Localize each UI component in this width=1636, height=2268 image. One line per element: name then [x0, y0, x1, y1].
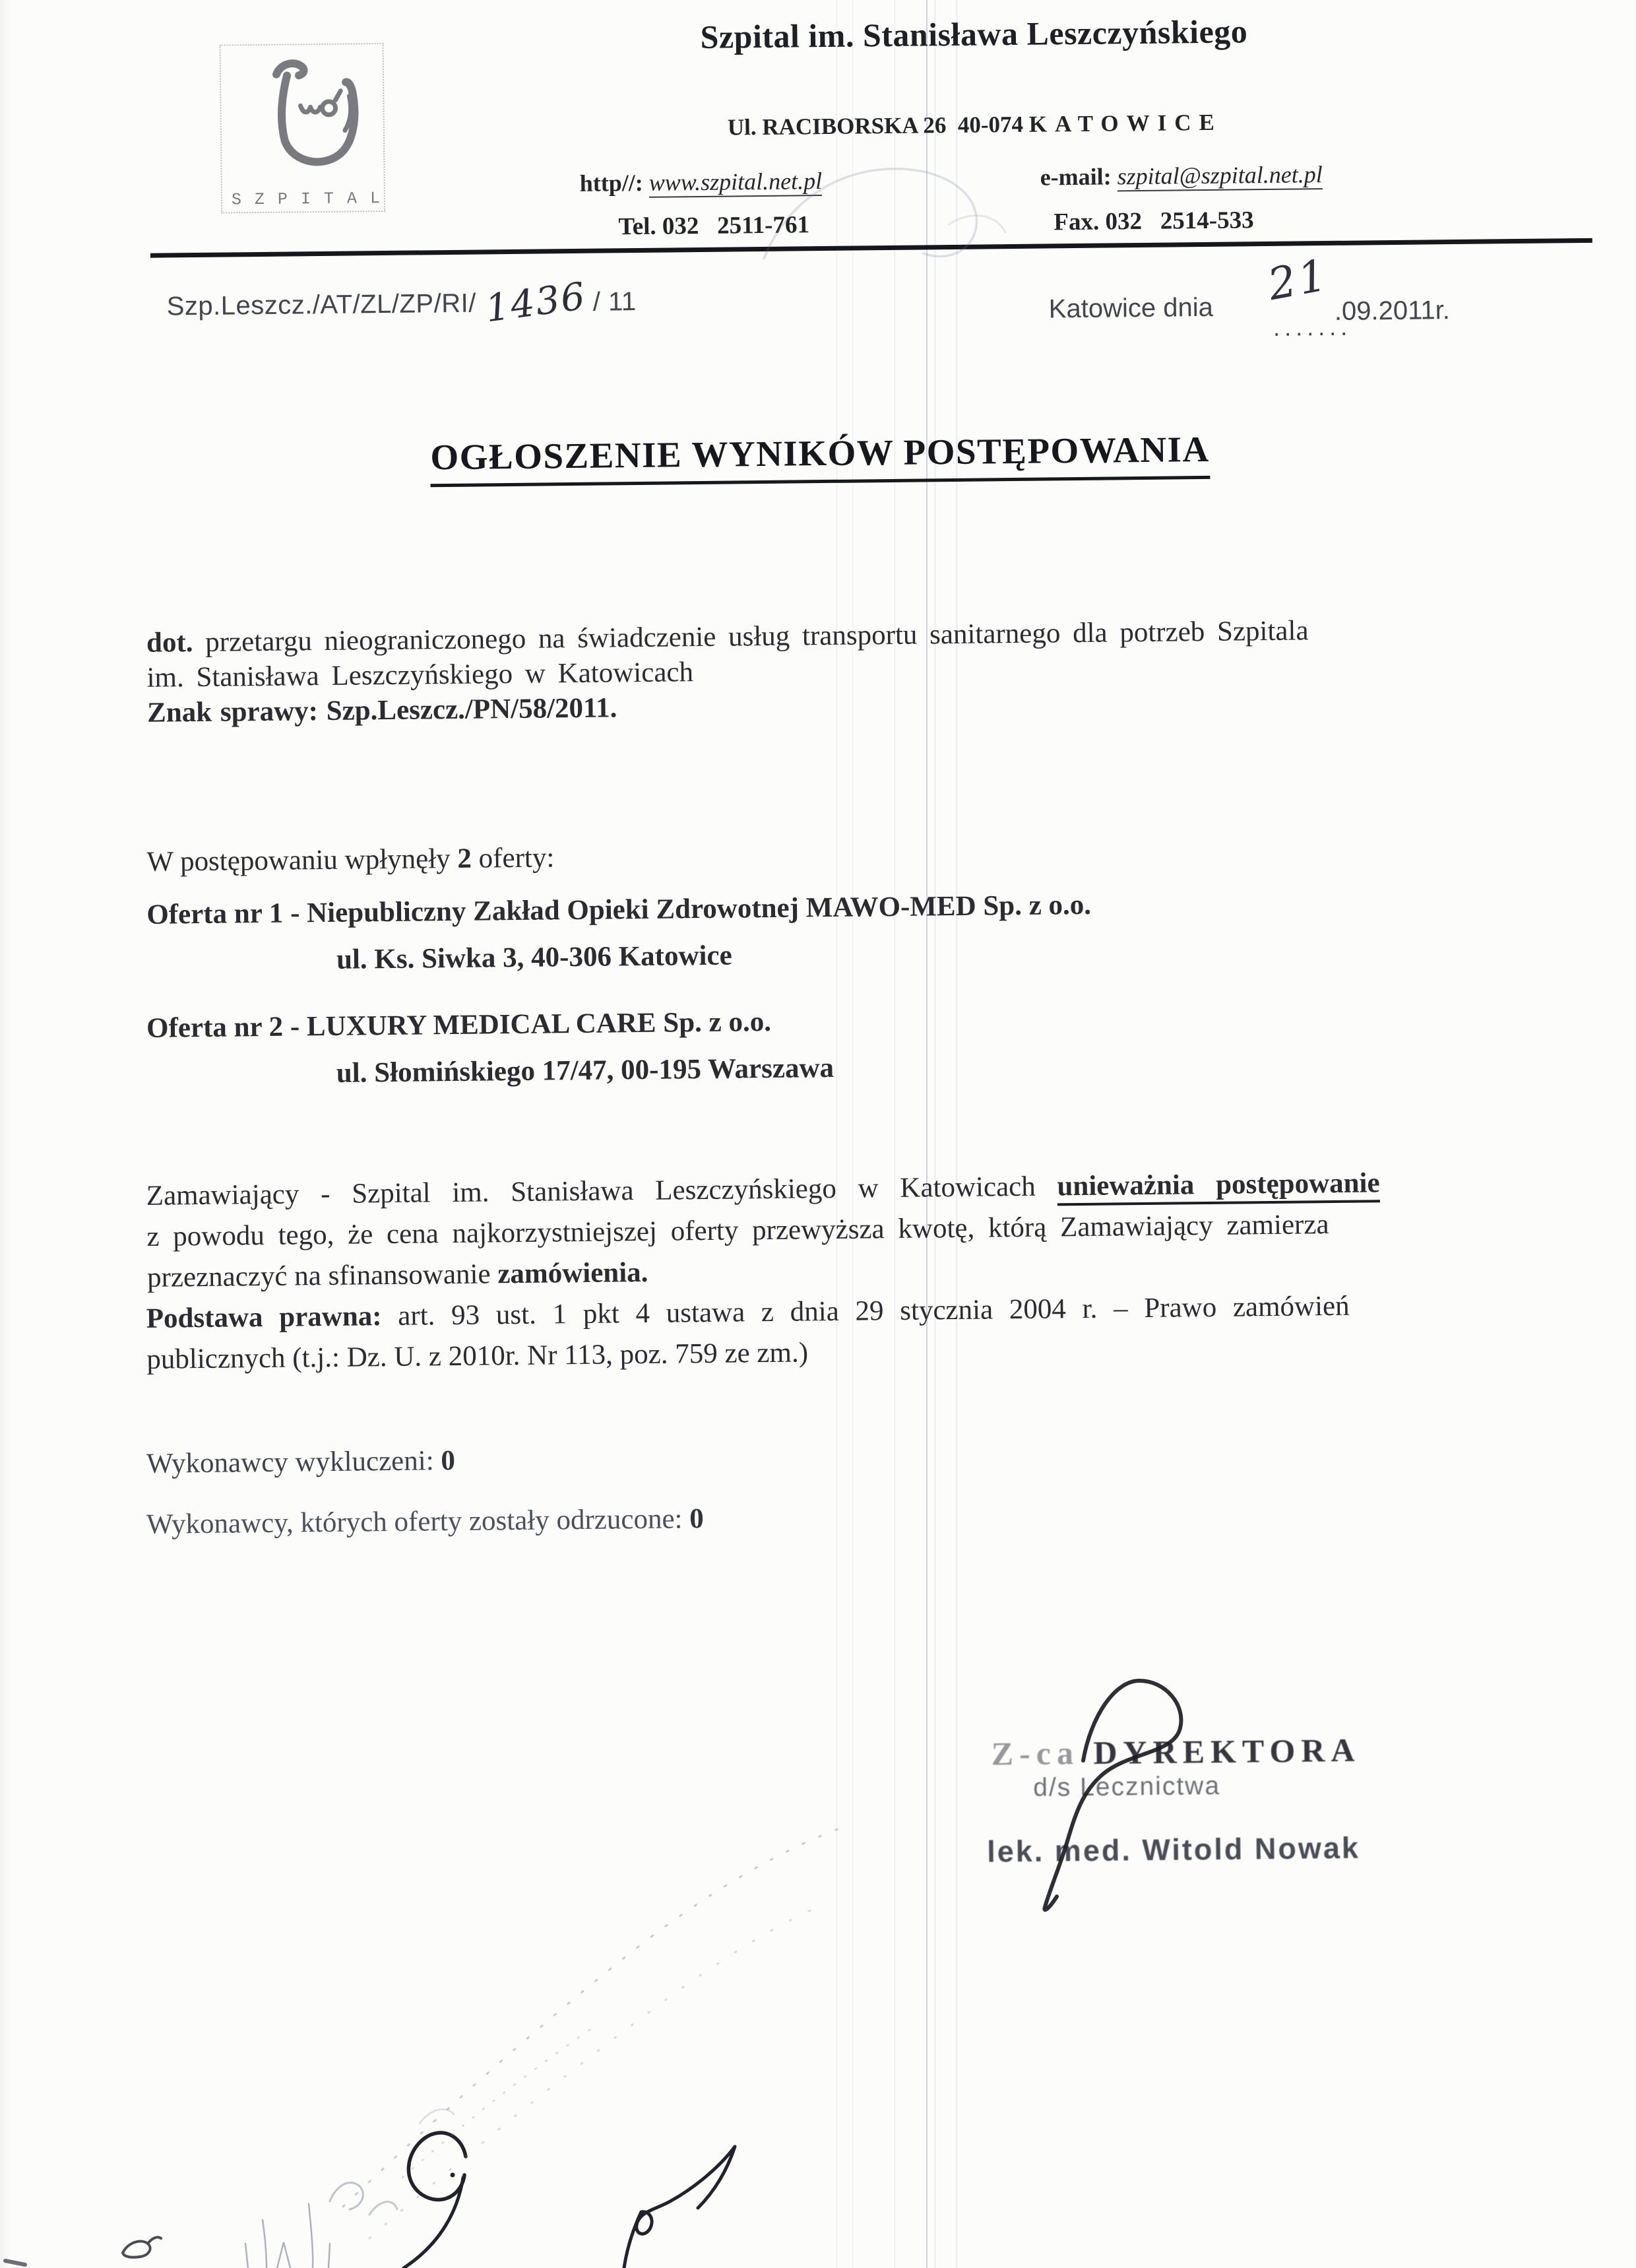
address-street: Ul. RACIBORSKA 26 40-074	[727, 111, 1029, 141]
handwritten-day: 21	[1264, 249, 1333, 311]
offers-intro: W postępowaniu wpłynęły 2 oferty:	[146, 842, 555, 878]
date-month-year: .09.2011r.	[1334, 296, 1451, 326]
header-divider	[150, 238, 1592, 258]
rejected-count: 0	[689, 1503, 704, 1535]
reference-suffix: / 11	[592, 286, 637, 317]
reference-prefix: Szp.Leszcz./AT/ZL/ZP/RI/	[166, 288, 477, 321]
website-url: www.szpital.net.pl	[649, 168, 823, 198]
subject-label: dot.	[146, 627, 193, 659]
offer-2-address: ul. Słomińskiego 17/47, 00-195 Warszawa	[336, 1052, 834, 1089]
reference-handwritten-number: 1436	[483, 274, 589, 331]
subject-text: przetargu nieograniczonego na świadczenie usług transportu sanitarnego dla potrzeb Szpitala	[193, 615, 1309, 659]
excluded-contractors-line: Wykonawcy wykluczeni: 0	[146, 1444, 456, 1479]
subject-text-line2: im. Stanisława Leszczyńskiego w Katowicach	[146, 657, 694, 694]
case-number-line: Znak sprawy: Szp.Leszcz./PN/58/2011.	[146, 692, 617, 729]
email-address: szpital@szpital.net.pl	[1117, 161, 1323, 191]
date-city-label: Katowice dnia	[1048, 292, 1214, 324]
email-label: e-mail:	[1040, 163, 1117, 191]
stamp-department-line: d/s Lecznictwa	[1033, 1771, 1221, 1802]
phone-number: Tel. 032 2511-761	[618, 211, 810, 241]
logo-smile-icon	[221, 44, 394, 212]
legal-basis-paragraph: Podstawa prawna: art. 93 ust. 1 pkt 4 ustawa z dnia 29 stycznia 2004 r. – Prawo zamówień publicznych (t.j.: Dz. U. z 2010r. Nr 113, poz. 759 ze zm.)	[146, 1290, 1350, 1375]
email-line	[1040, 160, 1323, 191]
website-line	[580, 167, 823, 197]
rejected-offers-line: Wykonawcy, których oferty zostały odrzucone: 0	[146, 1503, 704, 1540]
document-title: OGŁOSZENIE WYNIKÓW POSTĘPOWANIA	[2, 424, 1636, 482]
fax-number: Fax. 032 2514-533	[1054, 207, 1254, 236]
hospital-address	[460, 106, 1490, 143]
offer-1-address: ul. Ks. Siwka 3, 40-306 Katowice	[336, 940, 732, 975]
website-label: http//:	[579, 169, 649, 197]
stamp-person-name: lek. med. Witold Nowak	[986, 1831, 1361, 1869]
decision-annulment-emphasis: unieważnia postępowanie	[1057, 1167, 1380, 1206]
hospital-name: Szpital im. Stanisława Leszczyńskiego	[700, 13, 1248, 55]
date-dotted-blank: .......	[1273, 313, 1352, 341]
hospital-logo	[220, 43, 394, 214]
decision-text: Zamawiający - Szpital im. Stanisława Leszczyńskiego w Katowicach	[146, 1171, 1057, 1212]
offer-1-name: Oferta nr 1 - Niepubliczny Zakład Opieki Zdrowotnej MAWO-MED Sp. z o.o.	[146, 889, 1092, 930]
offers-count: 2	[457, 843, 472, 874]
decision-paragraph: Zamawiający - Szpital im. Stanisława Leszczyńskiego w Katowicach unieważnia postępowanie z powodu tego, że cena najkorzystniejszej oferty przewyższa kwotę, którą Zamawiający zamierza przeznaczyć na sfinansowanie zamówienia.	[146, 1167, 1380, 1293]
stamp-position-line: Z-ca DYREKTORA	[991, 1731, 1361, 1772]
offer-2-name: Oferta nr 2 - LUXURY MEDICAL CARE Sp. z o.o.	[146, 1006, 772, 1044]
reference-number	[166, 274, 637, 331]
logo-caption: SZPITAL	[231, 188, 394, 210]
subject-paragraph	[146, 611, 1526, 730]
address-city: KATOWICE	[1028, 109, 1223, 137]
legal-basis-label: Podstawa prawna:	[146, 1301, 382, 1334]
excluded-count: 0	[441, 1444, 456, 1477]
